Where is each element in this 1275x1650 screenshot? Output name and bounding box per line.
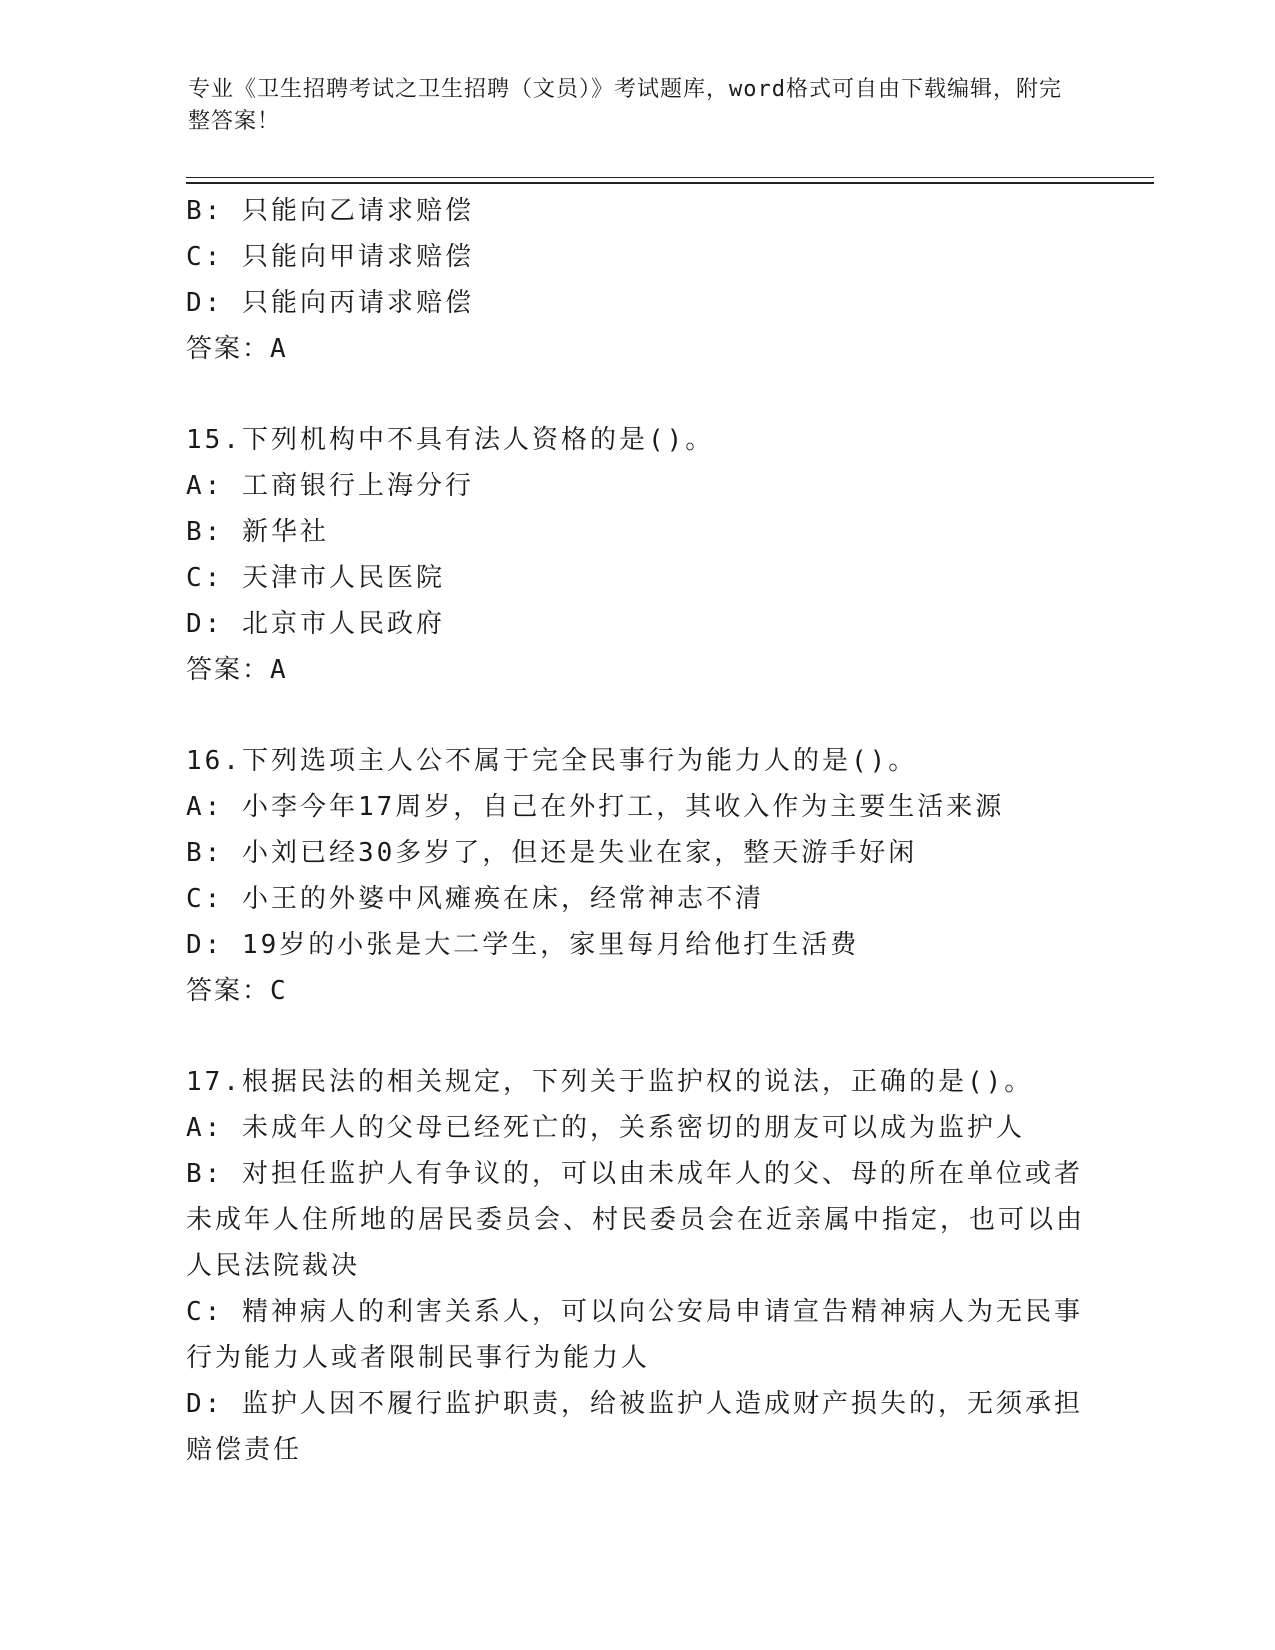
header-divider-thick (186, 182, 1154, 184)
option-a: A: 小李今年17周岁，自己在外打工，其收入作为主要生活来源 (186, 792, 1005, 822)
option-d: D: 19岁的小张是大二学生，家里每月给他打生活费 (186, 930, 860, 960)
option-c: C: 天津市人民医院 (186, 563, 445, 593)
option-d: D: 北京市人民政府 (186, 609, 445, 639)
answer: 答案：C (186, 976, 288, 1006)
question-stem: 15.下列机构中不具有法人资格的是()。 (186, 425, 715, 455)
question-stem: 17.根据民法的相关规定，下列关于监护权的说法，正确的是()。 (186, 1067, 1034, 1097)
question-stem: 16.下列选项主人公不属于完全民事行为能力人的是()。 (186, 746, 918, 776)
option-c: C: 精神病人的利害关系人，可以向公安局申请宣告精神病人为无民事行为能力人或者限制民事行为能力人 (186, 1297, 1083, 1373)
option-d: D: 只能向丙请求赔偿 (186, 288, 474, 318)
answer: 答案：A (186, 334, 288, 364)
option-a: A: 工商银行上海分行 (186, 471, 474, 501)
option-c: C: 只能向甲请求赔偿 (186, 242, 474, 272)
option-b: B: 小刘已经30多岁了，但还是失业在家，整天游手好闲 (186, 838, 918, 868)
question-list (186, 188, 1086, 1473)
document-header: 专业《卫生招聘考试之卫生招聘（文员）》考试题库，word格式可自由下载编辑，附完整答案！ (188, 77, 1062, 134)
option-d: D: 监护人因不履行监护职责，给被监护人造成财产损失的，无须承担赔偿责任 (186, 1389, 1083, 1465)
header-divider-thin (186, 177, 1154, 178)
option-b: B: 对担任监护人有争议的，可以由未成年人的父、母的所在单位或者未成年人住所地的居民委员会、村民委员会在近亲属中指定，也可以由人民法院裁决 (186, 1159, 1086, 1281)
option-b: B: 只能向乙请求赔偿 (186, 196, 474, 226)
answer: 答案：A (186, 655, 288, 685)
option-b: B: 新华社 (186, 517, 329, 547)
option-a: A: 未成年人的父母已经死亡的，关系密切的朋友可以成为监护人 (186, 1113, 1025, 1143)
option-c: C: 小王的外婆中风瘫痪在床，经常神志不清 (186, 884, 764, 914)
